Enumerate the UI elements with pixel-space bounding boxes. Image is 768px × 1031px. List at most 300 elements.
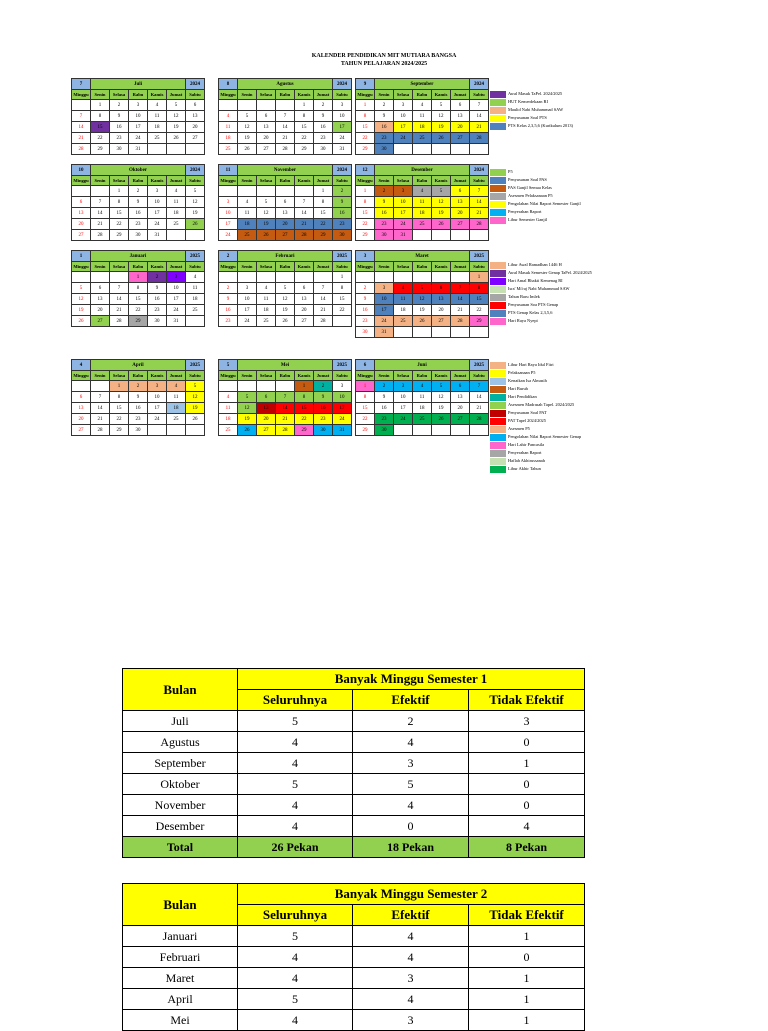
day-cell: 22 [129, 305, 148, 316]
day-name: Rabu [129, 90, 148, 100]
day-cell: 8 [356, 197, 375, 208]
day-name: Minggu [219, 262, 238, 272]
day-cell: 23 [129, 414, 148, 425]
day-cell [167, 144, 186, 155]
day-name: Kamis [295, 90, 314, 100]
day-cell: 24 [148, 414, 167, 425]
week-row [219, 219, 352, 230]
day-cell: 5 [72, 283, 91, 294]
day-name: Senin [375, 176, 394, 186]
summary-row [123, 816, 585, 837]
month-label: Agustus [123, 732, 238, 753]
day-cell: 29 [295, 425, 314, 436]
day-cell: 9 [375, 111, 394, 122]
day-cell: 12 [186, 197, 205, 208]
legend-swatch [490, 458, 506, 465]
day-cell: 17 [394, 122, 413, 133]
week-count: 3 [353, 968, 469, 989]
day-name: Kamis [148, 262, 167, 272]
week-row [72, 392, 205, 403]
week-row [72, 219, 205, 230]
legend-label: Libur Akhir Tahun [508, 466, 541, 471]
day-cell: 30 [375, 230, 394, 241]
day-cell: 21 [91, 219, 110, 230]
day-name: Rabu [129, 262, 148, 272]
day-cell: 27 [186, 133, 205, 144]
month-year: 2025 [470, 360, 489, 371]
day-cell: 6 [432, 283, 451, 294]
day-name: Selasa [394, 176, 413, 186]
day-cell [219, 381, 238, 392]
day-cell: 10 [238, 294, 257, 305]
week-row [356, 305, 489, 316]
day-cell [167, 425, 186, 436]
day-cell: 16 [333, 208, 352, 219]
legend-item [490, 184, 630, 192]
month-label: September [123, 753, 238, 774]
week-count: 0 [353, 816, 469, 837]
day-name: Kamis [295, 371, 314, 381]
day-name: Rabu [276, 262, 295, 272]
legend-label: Hari Lahir Pancasila [508, 442, 545, 447]
day-cell: 5 [167, 100, 186, 111]
summary-row [123, 989, 585, 1010]
legend-swatch [490, 370, 506, 377]
day-cell: 17 [167, 294, 186, 305]
day-name: Rabu [413, 90, 432, 100]
legend-label: Hari Raya Nyepi [508, 318, 538, 323]
day-cell: 15 [129, 294, 148, 305]
day-cell [413, 144, 432, 155]
day-cell: 6 [91, 283, 110, 294]
week-count: 1 [469, 753, 585, 774]
legend-label: Penyusunan Soal PTS [508, 115, 547, 120]
day-name: Minggu [356, 176, 375, 186]
day-cell: 15 [110, 403, 129, 414]
week-row [219, 122, 352, 133]
day-cell [72, 272, 91, 283]
day-cell: 24 [238, 316, 257, 327]
legend-swatch [490, 99, 506, 106]
legend-item [490, 200, 630, 208]
day-cell: 8 [470, 283, 489, 294]
day-name: Senin [238, 262, 257, 272]
week-row [219, 230, 352, 241]
bulan-header: Bulan [123, 884, 238, 926]
day-cell: 31 [148, 230, 167, 241]
day-cell: 25 [257, 316, 276, 327]
month-calendar [218, 359, 352, 436]
legend-label: PAT Tapel 2024/2025 [508, 418, 546, 423]
column-header: Tidak Efektif [469, 690, 585, 711]
legend-swatch [490, 177, 506, 184]
day-cell: 10 [219, 208, 238, 219]
day-names-row [72, 262, 205, 272]
day-cell: 2 [333, 186, 352, 197]
day-cell: 5 [186, 186, 205, 197]
day-cell: 17 [148, 403, 167, 414]
day-name: Jumat [451, 262, 470, 272]
day-cell: 19 [432, 122, 451, 133]
day-names-row [219, 176, 352, 186]
day-cell: 28 [276, 425, 295, 436]
day-cell: 22 [91, 133, 110, 144]
day-cell [186, 425, 205, 436]
day-cell: 17 [238, 305, 257, 316]
semester-title: Banyak Minggu Semester 2 [238, 884, 585, 905]
week-row [219, 100, 352, 111]
day-name: Sabtu [186, 90, 205, 100]
day-cell: 19 [186, 208, 205, 219]
summary-row [123, 968, 585, 989]
day-cell: 1 [91, 100, 110, 111]
week-row [356, 392, 489, 403]
day-names-row [356, 176, 489, 186]
day-cell: 11 [219, 122, 238, 133]
week-row [72, 122, 205, 133]
month-name: Agustus [238, 79, 333, 90]
day-cell: 5 [413, 283, 432, 294]
week-row [72, 186, 205, 197]
day-cell: 19 [186, 403, 205, 414]
day-cell: 9 [129, 392, 148, 403]
month-year: 2024 [470, 79, 489, 90]
day-cell: 11 [394, 294, 413, 305]
month-year: 2025 [186, 251, 205, 262]
day-cell: 14 [470, 392, 489, 403]
summary-row [123, 732, 585, 753]
legend-label: Isra' Mi'raj Nabi Muhammad SAW [508, 286, 570, 291]
day-cell [72, 381, 91, 392]
day-name: Selasa [257, 176, 276, 186]
legend-item [490, 98, 630, 106]
day-cell: 15 [470, 294, 489, 305]
month-label: Januari [123, 926, 238, 947]
month-calendar [355, 78, 489, 155]
day-name: Kamis [295, 176, 314, 186]
day-cell [257, 100, 276, 111]
legend-item [490, 309, 630, 317]
day-cell: 19 [432, 403, 451, 414]
legend-label: Pelaksanaan P5 [508, 370, 536, 375]
week-count: 4 [238, 947, 353, 968]
month-number: 4 [72, 360, 91, 371]
week-row [356, 100, 489, 111]
day-cell: 31 [375, 327, 394, 338]
day-cell: 14 [470, 197, 489, 208]
day-cell: 15 [314, 208, 333, 219]
day-cell: 28 [72, 144, 91, 155]
week-count: 1 [469, 926, 585, 947]
day-cell: 20 [276, 219, 295, 230]
day-cell: 18 [413, 403, 432, 414]
day-cell: 4 [219, 392, 238, 403]
calendar-title [0, 52, 768, 68]
week-row [219, 133, 352, 144]
day-name: Senin [238, 371, 257, 381]
day-cell: 20 [72, 414, 91, 425]
day-cell: 4 [413, 100, 432, 111]
day-cell [432, 144, 451, 155]
day-name: Rabu [413, 262, 432, 272]
day-cell: 8 [110, 392, 129, 403]
day-cell: 5 [257, 197, 276, 208]
day-cell: 30 [375, 425, 394, 436]
week-count: 5 [238, 926, 353, 947]
total-value: 26 Pekan [238, 837, 353, 858]
day-cell: 29 [129, 316, 148, 327]
day-cell: 6 [451, 100, 470, 111]
day-cell: 3 [148, 186, 167, 197]
day-cell: 27 [451, 133, 470, 144]
day-cell [238, 381, 257, 392]
legend-swatch [490, 434, 506, 441]
day-cell [451, 230, 470, 241]
day-cell: 21 [470, 122, 489, 133]
day-name: Kamis [432, 262, 451, 272]
day-cell: 15 [110, 208, 129, 219]
legend-swatch [490, 310, 506, 317]
day-cell: 10 [394, 111, 413, 122]
legend-swatch [490, 193, 506, 200]
day-cell: 11 [238, 208, 257, 219]
day-cell: 21 [314, 305, 333, 316]
day-cell [110, 272, 129, 283]
month-name: Desember [375, 165, 470, 176]
day-cell: 15 [356, 403, 375, 414]
month-header [356, 165, 489, 176]
day-cell: 5 [238, 392, 257, 403]
week-count: 0 [469, 732, 585, 753]
day-cell: 26 [257, 230, 276, 241]
day-names-row [72, 371, 205, 381]
day-cell: 15 [91, 122, 110, 133]
day-cell: 11 [413, 392, 432, 403]
day-cell: 11 [257, 294, 276, 305]
day-cell: 22 [356, 133, 375, 144]
summary-total-row [123, 837, 585, 858]
day-cell: 12 [413, 294, 432, 305]
calendar-title-line2: TAHUN PELAJARAN 2024/2025 [340, 61, 428, 67]
month-calendar [218, 250, 352, 327]
day-name: Minggu [72, 262, 91, 272]
month-name: Juni [375, 360, 470, 371]
week-row [356, 283, 489, 294]
day-name: Minggu [356, 371, 375, 381]
legend-label: PTS Genap Kelas 2,3,5,6 [508, 310, 553, 315]
month-name: Januari [91, 251, 186, 262]
day-cell: 21 [451, 305, 470, 316]
day-cell: 29 [356, 230, 375, 241]
week-row [219, 186, 352, 197]
day-cell: 11 [219, 403, 238, 414]
day-names-row [356, 371, 489, 381]
day-cell: 19 [413, 305, 432, 316]
legend-label: Awal Masuk TaPel. 2024/2025 [508, 91, 563, 96]
month-header [72, 251, 205, 262]
day-cell: 12 [276, 294, 295, 305]
day-cell: 2 [375, 100, 394, 111]
day-cell: 8 [314, 197, 333, 208]
day-name: Kamis [148, 371, 167, 381]
day-cell [314, 272, 333, 283]
day-cell: 13 [91, 294, 110, 305]
day-cell: 27 [295, 316, 314, 327]
month-name: Maret [375, 251, 470, 262]
day-name: Sabtu [470, 90, 489, 100]
day-cell: 18 [148, 122, 167, 133]
day-cell: 4 [257, 283, 276, 294]
day-cell: 30 [333, 230, 352, 241]
legend-item [490, 401, 630, 409]
day-cell [470, 144, 489, 155]
day-cell: 16 [219, 305, 238, 316]
day-name: Selasa [394, 262, 413, 272]
month-year: 2025 [470, 251, 489, 262]
month-number: 5 [219, 360, 238, 371]
day-cell: 25 [413, 133, 432, 144]
day-cell [148, 144, 167, 155]
day-cell: 18 [413, 122, 432, 133]
total-label: Total [123, 837, 238, 858]
month-number: 7 [72, 79, 91, 90]
day-cell: 23 [314, 414, 333, 425]
semester-title: Banyak Minggu Semester 1 [238, 669, 585, 690]
summary-header-row [123, 669, 585, 690]
day-name: Sabtu [333, 262, 352, 272]
day-cell: 18 [257, 305, 276, 316]
day-name: Rabu [276, 90, 295, 100]
day-cell: 7 [276, 392, 295, 403]
month-header [219, 251, 352, 262]
month-label: November [123, 795, 238, 816]
legend-item [490, 216, 630, 224]
week-row [72, 381, 205, 392]
month-number: 6 [356, 360, 375, 371]
day-cell: 17 [219, 219, 238, 230]
legend-item [490, 261, 630, 269]
day-cell: 15 [333, 294, 352, 305]
day-cell: 30 [129, 425, 148, 436]
legend-item [490, 122, 630, 130]
legend-swatch [490, 169, 506, 176]
day-cell: 10 [394, 392, 413, 403]
day-cell: 26 [413, 316, 432, 327]
day-cell: 28 [91, 230, 110, 241]
day-cell: 11 [167, 392, 186, 403]
day-cell: 5 [276, 283, 295, 294]
day-cell [186, 316, 205, 327]
day-cell: 3 [333, 381, 352, 392]
legend-swatch [490, 318, 506, 325]
day-cell: 25 [219, 144, 238, 155]
day-cell: 15 [356, 208, 375, 219]
day-name: Minggu [219, 371, 238, 381]
column-header: Seluruhnya [238, 905, 353, 926]
day-cell: 1 [333, 272, 352, 283]
month-year: 2024 [333, 79, 352, 90]
month-name: September [375, 79, 470, 90]
day-cell: 7 [470, 381, 489, 392]
day-cell: 7 [110, 283, 129, 294]
semester1-table [122, 668, 585, 858]
day-cell: 6 [451, 186, 470, 197]
week-count: 3 [469, 711, 585, 732]
day-cell: 1 [470, 272, 489, 283]
day-cell: 23 [110, 133, 129, 144]
day-cell [451, 327, 470, 338]
legend-item [490, 277, 630, 285]
day-name: Jumat [167, 371, 186, 381]
legend-label: Pengolahan Nilai Raport Semester Ganjil [508, 201, 581, 206]
day-cell: 17 [129, 122, 148, 133]
week-row [356, 122, 489, 133]
day-cell: 21 [110, 305, 129, 316]
legend-item [490, 433, 630, 441]
day-cell [451, 425, 470, 436]
month-calendar [71, 78, 205, 155]
day-cell: 25 [219, 425, 238, 436]
week-count: 1 [469, 989, 585, 1010]
day-cell: 30 [314, 425, 333, 436]
day-cell [394, 144, 413, 155]
day-cell: 21 [470, 208, 489, 219]
month-name: Juli [91, 79, 186, 90]
day-cell: 3 [394, 381, 413, 392]
day-cell: 26 [238, 144, 257, 155]
legend-label: Penyerahan Raport [508, 209, 542, 214]
day-cell: 28 [470, 414, 489, 425]
day-cell: 22 [110, 414, 129, 425]
week-count: 1 [469, 1010, 585, 1031]
day-name: Sabtu [186, 262, 205, 272]
week-count: 4 [353, 989, 469, 1010]
day-name: Rabu [413, 371, 432, 381]
day-cell: 31 [129, 144, 148, 155]
day-cell: 26 [432, 414, 451, 425]
day-cell: 8 [129, 283, 148, 294]
day-cell: 5 [432, 381, 451, 392]
day-cell [295, 272, 314, 283]
week-count: 4 [238, 732, 353, 753]
legend-swatch [490, 209, 506, 216]
day-cell: 13 [72, 403, 91, 414]
day-cell: 29 [91, 144, 110, 155]
week-row [72, 144, 205, 155]
column-header: Efektif [353, 690, 469, 711]
month-number: 11 [219, 165, 238, 176]
legend-swatch [490, 466, 506, 473]
legend-label: Maulid Nabi Muhammad SAW [508, 107, 564, 112]
day-cell: 13 [451, 392, 470, 403]
month-year: 2024 [470, 165, 489, 176]
month-header [356, 251, 489, 262]
day-cell: 27 [451, 414, 470, 425]
legend-swatch [490, 418, 506, 425]
day-cell: 26 [72, 316, 91, 327]
week-row [219, 381, 352, 392]
day-name: Kamis [295, 262, 314, 272]
legend-swatch [490, 286, 506, 293]
day-cell: 20 [451, 403, 470, 414]
day-cell: 21 [276, 414, 295, 425]
day-cell: 11 [186, 283, 205, 294]
day-cell: 20 [186, 122, 205, 133]
legend-label: Libur Awal Ramadhan 1446 H [508, 262, 562, 267]
day-cell: 31 [333, 425, 352, 436]
week-row [356, 316, 489, 327]
legend-item [490, 377, 630, 385]
